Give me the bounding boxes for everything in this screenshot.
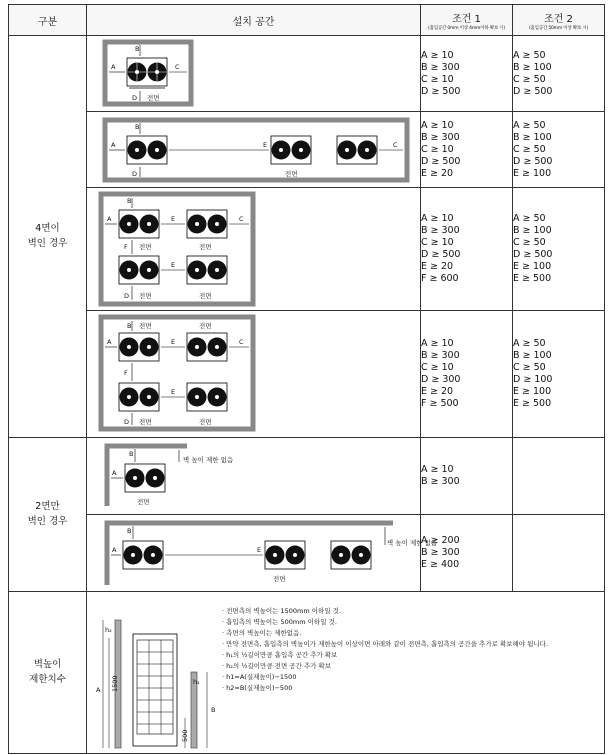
condition-line: A ≥ 50 [513,119,546,131]
svg-text:전면: 전면 [139,418,152,426]
svg-text:E: E [171,215,176,223]
svg-text:E: E [263,141,268,149]
cond2-row1 [513,112,605,188]
svg-text:벽 높이 제한 없음: 벽 높이 제한 없음 [387,539,438,547]
cond1-row2 [421,188,513,311]
condition-line: A ≥ 10 [421,213,454,224]
svg-text:A: A [107,215,112,223]
table-row [9,438,605,515]
svg-text:A: A [112,546,117,554]
svg-text:D: D [132,170,138,178]
cond2-row4 [513,438,605,515]
svg-text:C: C [239,338,244,346]
svg-text:전면: 전면 [273,575,286,583]
condition-line: E ≥ 20 [421,167,454,179]
condition-line: C ≥ 10 [421,362,454,373]
condition-line: D ≥ 500 [421,155,461,167]
condition-line: B ≥ 100 [513,131,552,143]
table-row [9,515,605,592]
condition-line: D ≥ 300 [421,374,461,385]
svg-text:B: B [127,322,132,330]
diagram [87,438,421,514]
svg-text:A: A [111,63,116,71]
svg-text:1500: 1500 [111,675,119,692]
group-two-wall: 2면만 벽인 경우 [9,438,87,592]
figure-four-wall-single [87,36,421,112]
condition-line: B ≥ 300 [421,61,460,73]
condition-line: C ≥ 50 [513,73,546,85]
condition-line: B ≥ 100 [513,350,552,361]
svg-text:F: F [124,243,128,251]
condition-line: F ≥ 600 [421,273,459,284]
cond2-row3 [513,311,605,438]
condition-line: E ≥ 400 [421,559,460,570]
condition-line: E ≥ 100 [513,386,552,397]
svg-text:전면: 전면 [199,322,212,330]
figure-height-limit [87,592,605,754]
table-row [9,112,605,188]
note-line: · h2=B(실제높이)−500 [222,684,293,692]
condition-line: E ≥ 100 [513,261,552,272]
condition-line: E ≥ 500 [513,398,552,409]
svg-text:B: B [127,197,132,205]
condition-line: C ≥ 10 [421,143,454,155]
table-row [9,311,605,438]
svg-text:E: E [171,261,176,269]
condition-line: E ≥ 20 [421,261,454,272]
note-line: · h₁의 ½길이만큼 흡입측 공간 추가 확보 [222,651,338,659]
condition-line: C ≥ 50 [513,143,546,155]
svg-text:C: C [175,63,180,71]
note-line: · 전면측의 벽높이는 1500mm 이하일 것. [222,607,342,615]
diagram [87,112,421,187]
diagram [87,515,438,591]
svg-text:전면: 전면 [147,94,160,102]
cond2-row2 [513,188,605,311]
svg-text:전면: 전면 [139,292,152,300]
svg-text:C: C [239,215,244,223]
svg-text:E: E [171,388,176,396]
condition-line: A ≥ 10 [421,464,454,475]
svg-text:C: C [393,141,398,149]
diagram [87,36,421,111]
svg-text:전면: 전면 [199,292,212,300]
svg-text:h₂: h₂ [105,626,112,634]
svg-text:B: B [129,450,134,458]
svg-text:F: F [124,369,128,377]
svg-text:D: D [132,94,138,102]
header-space: 설치 공간 [87,5,421,36]
condition-line: C ≥ 10 [421,73,454,85]
condition-line: A ≥ 10 [421,119,454,131]
condition-line: C ≥ 50 [513,237,546,248]
cond1-row3 [421,311,513,438]
condition-line: E ≥ 500 [513,273,552,284]
cond1-row0 [421,36,513,112]
figure-four-wall-grid-back [87,188,421,311]
svg-text:D: D [124,292,130,300]
svg-text:A: A [96,686,101,694]
svg-text:전면: 전면 [199,418,212,426]
header-category: 구분 [9,5,87,36]
svg-text:A: A [107,338,112,346]
cond1-row1 [421,112,513,188]
condition-line: D ≥ 100 [513,374,553,385]
group-limit: 벽높이 제한치수 [9,592,87,754]
svg-text:전면: 전면 [285,170,298,178]
figure-four-wall-triple [87,112,421,188]
condition-line: D ≥ 500 [513,249,553,260]
note-line: · 만약 전면측, 흡입측의 벽높이가 제한높이 이상이면 아래와 같이 전면측, 흡입측의 공간을 추가로 확보해야 됩니다. [222,640,549,648]
condition-line: A ≥ 10 [421,49,454,61]
cond2-row0 [513,36,605,112]
cond1-row4 [421,438,513,515]
condition-line: B ≥ 300 [421,350,460,361]
condition-line: B ≥ 300 [421,225,460,236]
condition-line: D ≥ 500 [513,85,553,97]
svg-text:전면: 전면 [199,243,212,251]
figure-four-wall-grid-face [87,311,421,438]
condition-line: D ≥ 500 [421,249,461,260]
height-limit-diagram [87,592,227,754]
svg-text:전면: 전면 [137,498,150,506]
condition-line: A ≥ 200 [421,535,460,546]
svg-text:B: B [135,45,140,53]
group-four-wall: 4면이 벽인 경우 [9,36,87,438]
condition-line: E ≥ 20 [421,386,454,397]
header-cond1: 조건 1 (흡입공간 0mm 이상 4mm이하 확보 시) [421,5,513,36]
note-line: · 측면의 벽높이는 제한없음. [222,629,302,637]
note-line: · 흡입측의 벽높이는 500mm 이하일 것. [222,618,337,626]
condition-line: B ≥ 300 [421,547,460,558]
svg-text:벽 높이 제한 없음: 벽 높이 제한 없음 [183,456,234,464]
note-line: · h1=A(실제높이)−1500 [222,673,297,681]
diagram [87,188,421,310]
condition-line: A ≥ 50 [513,49,546,61]
note-line: · h₂의 ½길이만큼 전면 공간 추가 확보 [222,662,332,670]
svg-text:E: E [257,546,262,554]
header-cond2: 조건 2 (흡입공간 50mm 이상 확보 시) [513,5,605,36]
condition-line: C ≥ 10 [421,237,454,248]
svg-text:A: A [112,469,117,477]
condition-line: B ≥ 100 [513,225,552,236]
condition-line: A ≥ 10 [421,338,454,349]
condition-line: B ≥ 300 [421,476,460,487]
condition-line: E ≥ 100 [513,167,552,179]
condition-line: B ≥ 100 [513,61,552,73]
svg-text:500: 500 [181,729,189,742]
installation-space-table [8,4,605,754]
height-limit-notes [222,606,567,694]
table-row [9,188,605,311]
cond1-row5 [421,515,513,592]
svg-text:E: E [171,338,176,346]
svg-text:전면: 전면 [139,243,152,251]
condition-line: B ≥ 300 [421,131,460,143]
svg-text:B: B [211,706,216,714]
table-row [9,592,605,754]
svg-text:전면: 전면 [139,322,152,330]
svg-text:h₁: h₁ [193,678,200,686]
condition-line: C ≥ 50 [513,362,546,373]
condition-line: A ≥ 50 [513,213,546,224]
figure-two-wall-triple [87,515,438,592]
svg-text:D: D [124,418,130,426]
header-row [9,5,605,36]
condition-line: D ≥ 500 [513,155,553,167]
table-row [9,36,605,112]
svg-text:A: A [111,141,116,149]
figure-two-wall-single [87,438,421,515]
condition-line: F ≥ 500 [421,398,459,409]
cond2-row5 [513,515,605,592]
svg-text:B: B [127,527,132,535]
condition-line: D ≥ 500 [421,85,461,97]
condition-line: A ≥ 50 [513,338,546,349]
diagram [87,311,421,437]
svg-text:B: B [135,123,140,131]
